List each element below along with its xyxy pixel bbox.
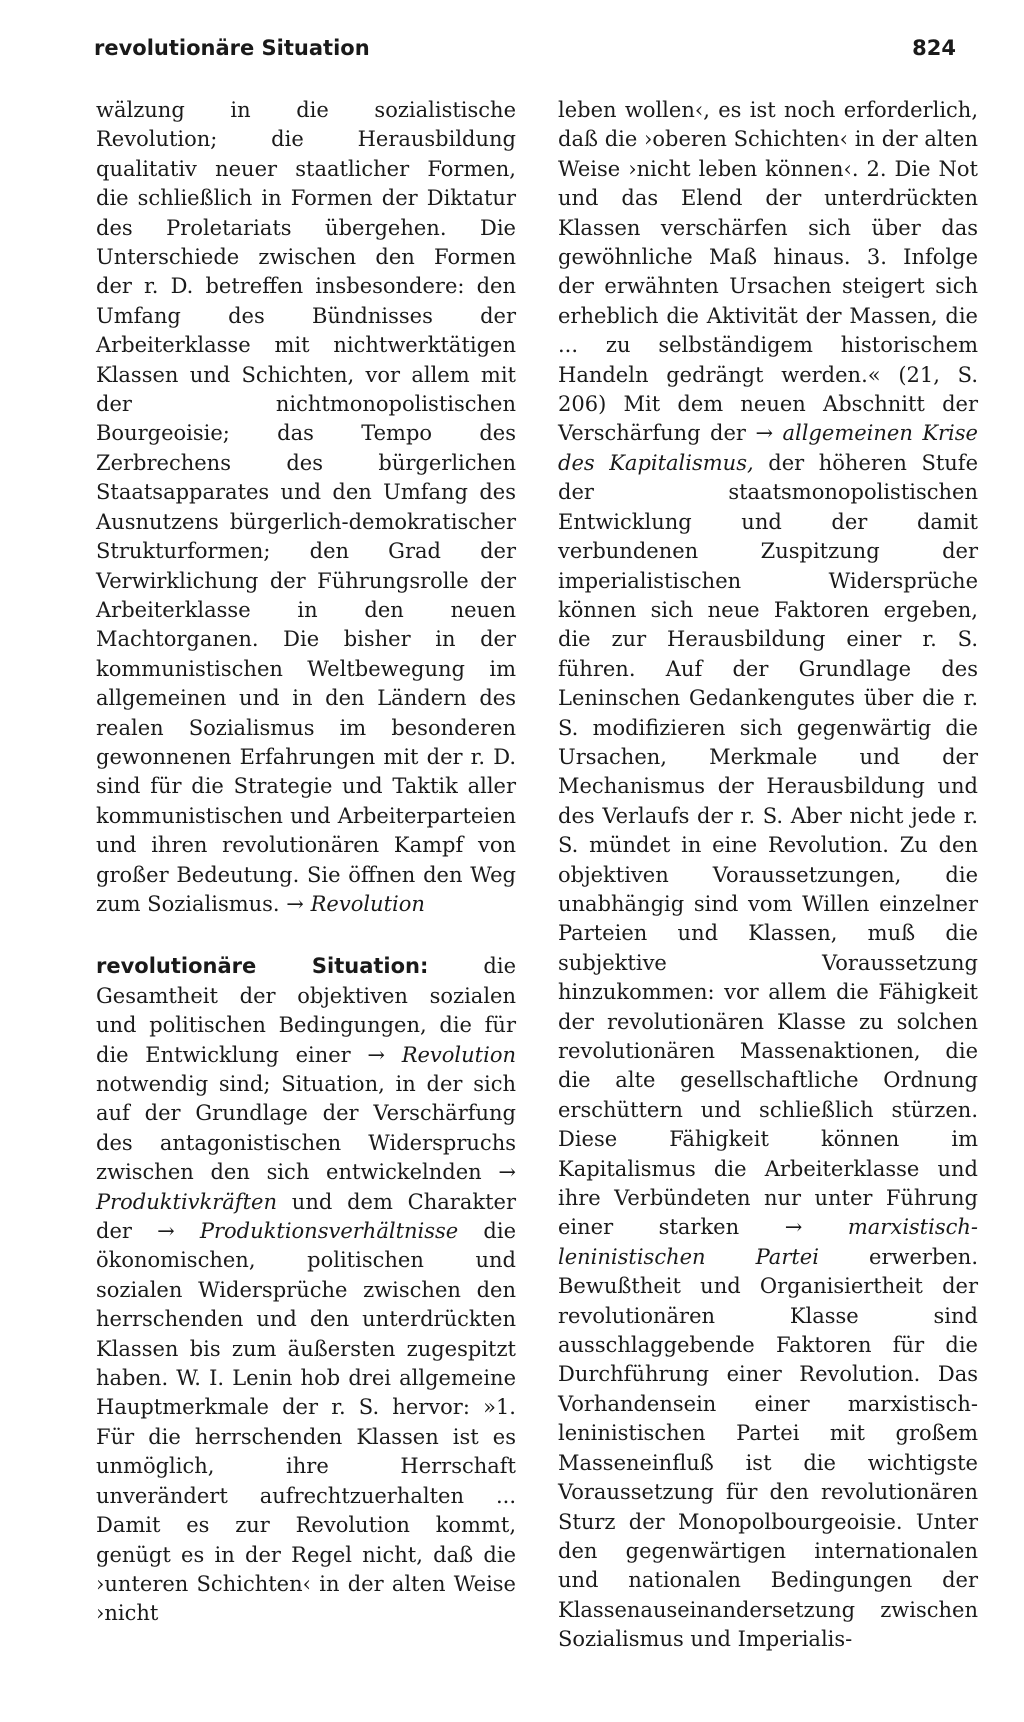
body-text: notwendig sind; Situation, in der sich auf der Grundlage der Verschärfung des antagonistischen Widerspruchs zwischen den sich entwickelnden (96, 1072, 516, 1185)
running-head: revolutionäre Situation (94, 36, 370, 60)
body-text: der höheren Stufe der staatsmonopolistischen Entwicklung und der damit verbundenen Zuspitzung der imperialistischen Widersprüche können sich neue Faktoren ergeben, die zur Herausbildung einer r. S. führen. Auf der Grundlage des Leninschen Gedankengutes über die r. S. modifizieren sich gegenwärtig die Ursachen, Merkmale und der Mechanismus der Herausbildung und des Verlaufs der r. S. Aber nicht jede r. S. mündet in eine Revolution. Zu den objektiven Voraussetzungen, die unabhängig sind vom Willen einzelner Parteien und Klassen, muß die subjektive Voraussetzung hinzukommen: vor allem die Fähigkeit der revolutionären Klasse zu solchen revolutionären Massenaktionen, die die alte gesellschaftliche Ordnung erschüttern und schließlich stürzen. Diese Fähigkeit können im Kapitalismus die Arbeiterklasse und ihre Verbündeten nur unter Führung einer starken (558, 450, 979, 1240)
cross-reference-arrow: → (367, 1042, 386, 1067)
page-number: 824 (912, 36, 956, 60)
cross-reference-arrow: → (157, 1219, 175, 1244)
right-column (558, 96, 978, 1655)
cross-reference-produktionsverhaeltnisse: Produktionsverhältnisse (199, 1219, 459, 1244)
body-text: und dem Charakter der (96, 1189, 516, 1244)
body-text: die ökonomischen, politischen und sozialen Widersprüche zwischen den herrschenden und den unterdrückten Klassen bis zum äußersten zugespitzt haben. W. I. Lenin hob drei allgemeine Hauptmerkmale der r. S. hervor: »1. Für die herrschenden Klassen ist es unmöglich, ihre Herrschaft unverändert aufrechtzuerhalten ... Damit es zur Revolution kommt, genügt es in der Regel nicht, daß die ›unteren Schichten‹ in der alten Weise ›nicht (96, 1219, 516, 1626)
body-text: wälzung in die sozialistische Revolution; die Herausbildung qualitativ neuer staatlicher Formen, die schließlich in Formen der Diktatur des Proletariats übergehen. Die Unterschiede zwischen den Formen der r. D. betreffen insbesondere: den Umfang des Bündnisses der Arbeiterklasse mit nichtwerktätigen Klassen und Schichten, vor allem mit der nichtmonopolistischen Bourgeoisie; das Tempo des Zerbrechens des bürgerlichen Staatsapparates und den Umfang des Ausnutzens bürgerlich-demokratischer Strukturformen; den Grad der Verwirklichung der Führungsrolle der Arbeiterklasse in den neuen Machtorganen. Die bisher in der kommunistischen Weltbewegung im allgemeinen und in den Ländern des realen Sozialismus im besonderen gewonnenen Erfahrungen mit der r. D. sind für die Strategie und Taktik aller kommunistischen und Arbeiterparteien und ihren revolutionären Kampf von großer Bedeutung. Sie öffnen den Weg zum Sozialismus. (96, 98, 516, 916)
body-text: leben wollen‹, es ist noch erforderlich, daß die ›oberen Schichten‹ in der alten Weise ›nicht leben können‹. 2. Die Not und das Elend der unterdrückten Klassen verschärfen sich über das gewöhnliche Maß hinaus. 3. Infolge der erwähnten Ursachen steigert sich erheblich die Aktivität der Massen, die ... zu selbständigem historischem Handeln gedrängt werden.« (21, S. 206) Mit dem neuen Abschnitt der Verschärfung der (558, 98, 978, 446)
cross-reference-produktivkraefte: Produktivkräften (96, 1189, 277, 1214)
cross-reference-arrow: → (755, 421, 774, 446)
page-header (94, 36, 956, 70)
cross-reference-revolution: Revolution (401, 1042, 516, 1067)
entry-lemma: revolutionäre Situation: (96, 954, 429, 979)
entry-continuation (96, 96, 516, 919)
left-column (96, 96, 516, 1629)
body-text: erwerben. Bewußtheit und Organisiertheit der revolutionären Klasse sind ausschlaggebende Faktoren für die Durchführung einer Revolution. Das Vorhandensein einer marxistisch-leninistischen Partei mit großem Masseneinfluß ist die wichtigste Voraussetzung für den revolutionären Sturz der Monopolbourgeoisie. Unter den gegenwärtigen internationalen und nationalen Bedingungen der Klassenauseinandersetzung zwischen Sozialismus und Imperialis- (558, 1244, 978, 1652)
cross-reference-arrow: → (286, 891, 304, 916)
entry-revolutionaere-situation (96, 952, 516, 1628)
entry-continuation (558, 96, 978, 1655)
cross-reference-arrow: → (784, 1215, 803, 1240)
entry-gap (96, 919, 516, 952)
cross-reference-allgemeine-krise: allgemeinen Krise des Kapitalismus, (558, 421, 978, 475)
cross-reference-revolution: Revolution (310, 891, 425, 916)
cross-reference-partei: marxistisch-leninistischen Partei (558, 1215, 978, 1269)
body-text: die Gesamtheit der objektiven sozialen und politischen Bedingungen, die für die Entwicklung einer (96, 954, 516, 1067)
cross-reference-arrow: → (498, 1160, 516, 1185)
